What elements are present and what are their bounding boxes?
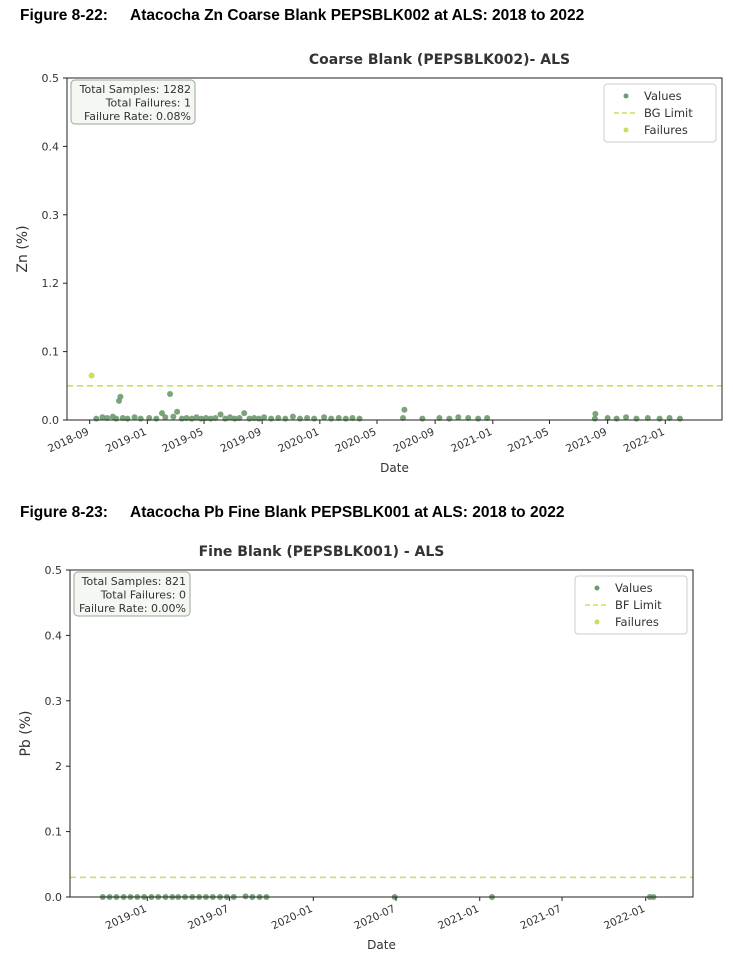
chart-title: Coarse Blank (PEPSBLK002)- ALS: [308, 52, 571, 68]
legend-values-marker: [595, 586, 600, 591]
x-tick-label: 2018-09: [46, 425, 91, 456]
y-tick-label: 0.5: [41, 72, 59, 85]
x-tick-label: 2020-07: [352, 902, 398, 933]
x-tick-label: 2020-09: [391, 425, 437, 456]
y-tick-label: 0.1: [41, 345, 59, 359]
x-tick-label: 2020-01: [269, 902, 315, 933]
y-tick-label: 0.3: [44, 694, 62, 708]
legend-label: Values: [644, 89, 682, 103]
legend-label: Failures: [615, 615, 659, 629]
figure-number: Figure 8-22:: [20, 7, 108, 24]
y-axis-label: Zn (%): [15, 225, 31, 273]
figure-number: Figure 8-23:: [20, 504, 108, 521]
stats-line: Total Failures: 0: [100, 588, 186, 602]
stats-line: Failure Rate: 0.00%: [78, 602, 186, 615]
x-tick-label: 2021-05: [505, 425, 551, 456]
x-tick-label: 2019-05: [160, 425, 206, 456]
stats-line: Failure Rate: 0.08%: [83, 110, 191, 123]
figure-title: Atacocha Zn Coarse Blank PEPSBLK002 at ALS: 2018 to 2022: [130, 7, 585, 24]
y-tick-label: 0.4: [41, 140, 59, 154]
x-axis-label: Date: [367, 938, 396, 952]
y-tick-label: 1.2: [41, 277, 59, 291]
x-tick-label: 2020-01: [276, 425, 322, 456]
y-tick-label: 0.0: [44, 891, 62, 904]
legend-label: BF Limit: [615, 598, 662, 612]
y-tick-label: 2: [55, 760, 62, 774]
figure-title: Atacocha Pb Fine Blank PEPSBLK001 at ALS: 2018 to 2022: [130, 504, 565, 521]
x-axis-label: Date: [380, 461, 409, 475]
y-axis-label: Pb (%): [18, 710, 34, 757]
y-tick-label: 0.5: [44, 564, 62, 577]
x-tick-label: 2021-01: [436, 902, 481, 933]
legend-label: Failures: [644, 123, 688, 137]
x-tick-label: 2021-01: [449, 425, 495, 456]
legend-label: BG Limit: [644, 106, 693, 120]
x-tick-label: 2021-07: [518, 902, 564, 933]
y-tick-label: 0.1: [44, 825, 62, 839]
y-tick-label: 0.3: [41, 208, 59, 222]
x-tick-label: 2022-01: [602, 902, 647, 933]
chart-title: Fine Blank (PEPSBLK001) - ALS: [198, 544, 445, 560]
stats-line: Total Failures: 1: [105, 96, 191, 110]
stats-line: Total Samples: 1282: [79, 83, 191, 96]
legend-label: Values: [615, 581, 653, 595]
y-tick-label: 0.4: [44, 629, 62, 643]
x-tick-label: 2019-01: [103, 425, 149, 456]
x-tick-label: 2021-09: [564, 425, 609, 456]
stats-line: Total Samples: 821: [81, 575, 186, 588]
x-tick-label: 2019-07: [186, 902, 231, 933]
y-tick-label: 0.0: [41, 414, 59, 427]
value-point: [243, 893, 249, 899]
x-tick-label: 2019-01: [103, 902, 149, 933]
x-tick-label: 2019-09: [218, 425, 264, 456]
x-tick-label: 2020-05: [333, 425, 379, 456]
x-tick-label: 2022-01: [621, 425, 667, 456]
legend-failures-marker: [595, 620, 600, 625]
